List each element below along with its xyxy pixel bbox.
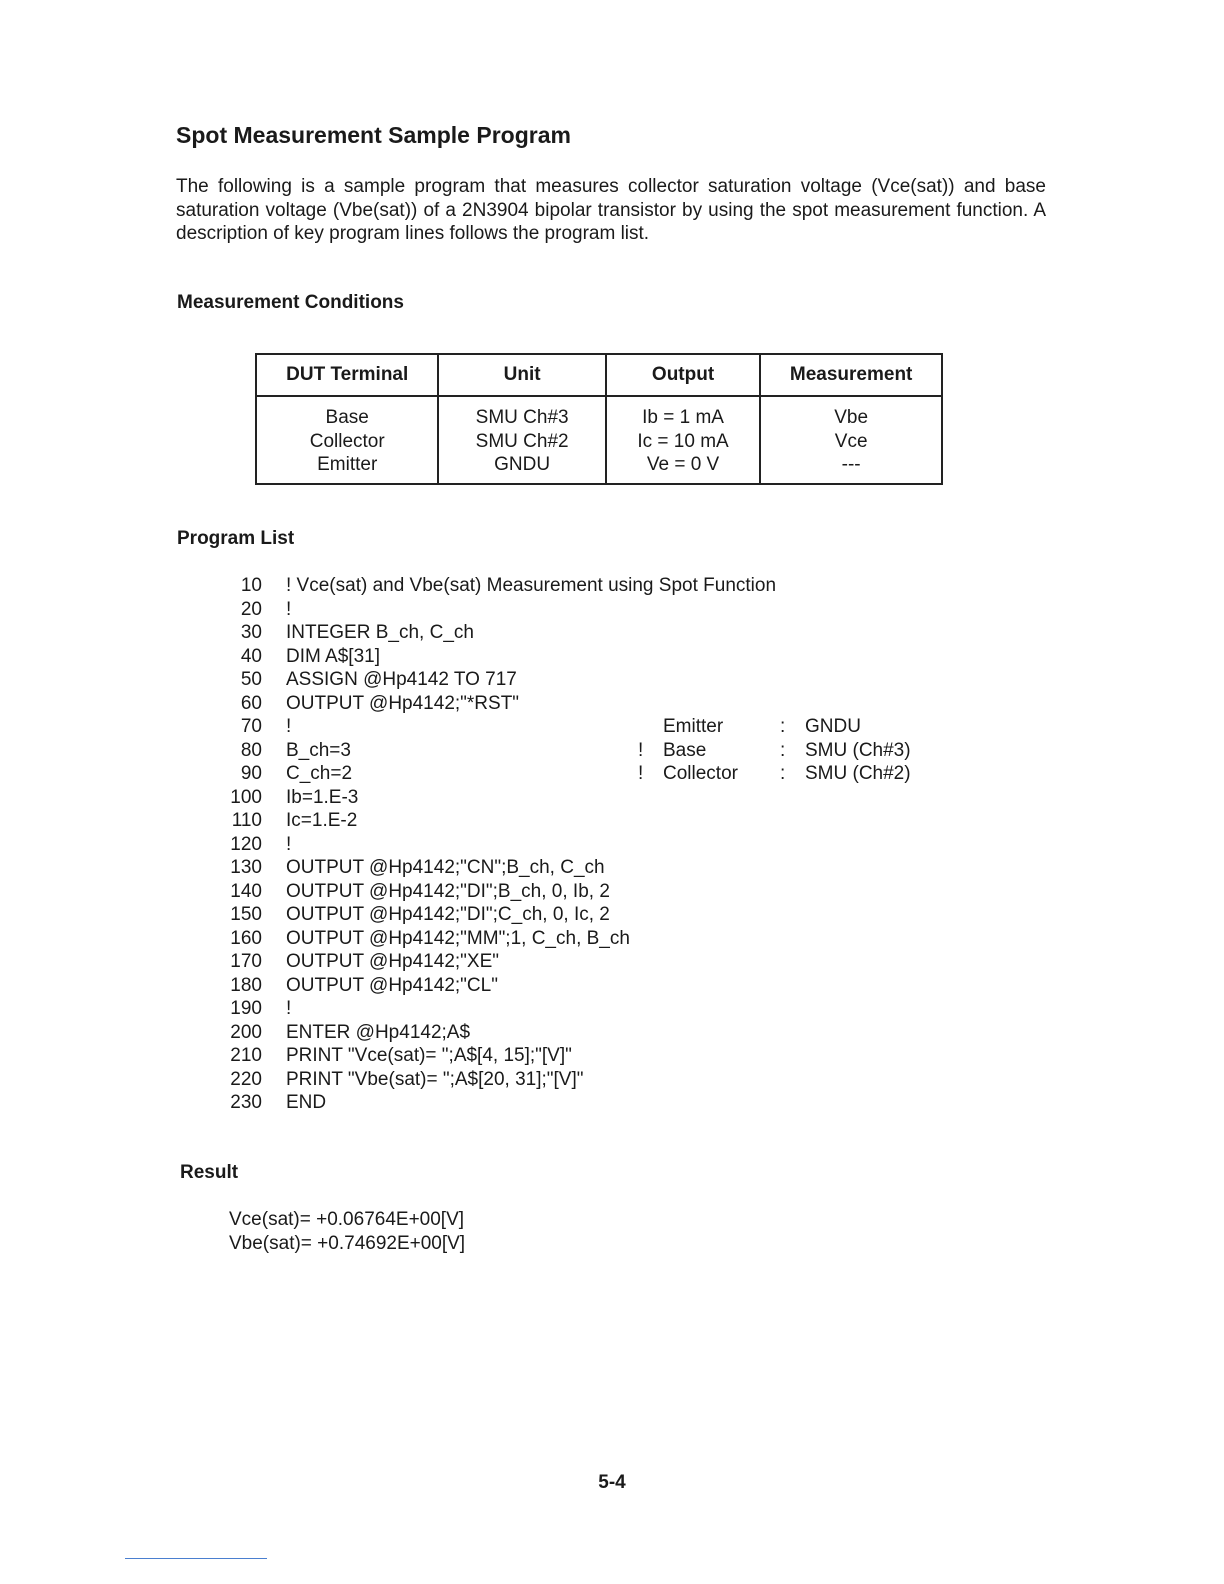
program-line-code: ! Vce(sat) and Vbe(sat) Measurement using Spot Function [286, 575, 777, 596]
program-line-code: ! [286, 998, 292, 1019]
program-line-code: ! [286, 598, 292, 620]
table-cell: Base [256, 396, 438, 430]
column-header: Measurement [760, 354, 942, 396]
program-line-num: 110 [231, 810, 262, 831]
program-line-num: 100 [230, 786, 262, 808]
program-line-num: 10 [240, 575, 262, 596]
measurement-conditions-table [255, 353, 943, 485]
program-line-code: OUTPUT @Hp4142;"CL" [286, 974, 498, 996]
program-line-num: 90 [240, 763, 262, 784]
program-line-colon: : [780, 739, 786, 761]
program-line-conn: GNDU [805, 716, 861, 737]
program-line-conn: SMU (Ch#3) [805, 739, 911, 761]
program-line-code: OUTPUT @Hp4142;"CN";B_ch, C_ch [286, 857, 605, 878]
program-line-num: 30 [240, 622, 262, 643]
program-line-colon: : [780, 763, 786, 784]
program-line-num: 70 [240, 716, 262, 737]
program-line-code: C_ch=2 [286, 763, 353, 784]
table-cell: Ib = 1 mA [606, 396, 760, 430]
table-row [256, 453, 942, 484]
program-line-num: 210 [230, 1045, 262, 1066]
program-line-code: OUTPUT @Hp4142;"*RST" [286, 692, 520, 714]
program-line-code: B_ch=3 [286, 739, 351, 761]
program-line-code: DIM A$[31] [286, 645, 380, 667]
program-line-num: 140 [230, 880, 262, 902]
table-cell: GNDU [438, 453, 605, 484]
program-line-code: Ic=1.E-2 [286, 810, 358, 831]
program-line-num: 200 [230, 1021, 262, 1043]
program-line-colon: : [780, 716, 786, 737]
footer-rule [125, 1558, 267, 1559]
program-line-num: 170 [230, 951, 262, 972]
result-output [229, 1208, 465, 1256]
table-cell: Ic = 10 mA [606, 430, 760, 454]
program-line-num: 230 [230, 1092, 262, 1113]
table-cell: SMU Ch#3 [438, 396, 605, 430]
program-line-code: ASSIGN @Hp4142 TO 717 [286, 669, 517, 690]
table-cell: Vce [760, 430, 942, 454]
program-line-code: OUTPUT @Hp4142;"DI";B_ch, 0, Ib, 2 [286, 880, 610, 902]
program-line-num: 120 [230, 833, 262, 855]
program-line-num: 80 [240, 739, 262, 761]
column-header: Output [606, 354, 760, 396]
table-header-row [256, 354, 942, 396]
intro-paragraph: The following is a sample program that measures collector saturation voltage (Vce(sat)) and base saturation voltage (Vbe(sat)) of a 2N3904 bipolar transistor by using the spot measurement function. A description of key program lines follows the program list. [176, 176, 1046, 244]
table-cell: --- [760, 453, 942, 484]
program-line-bang: ! [638, 739, 644, 761]
program-line-bang: ! [638, 763, 644, 784]
table-cell: Ve = 0 V [606, 453, 760, 484]
program-line-num: 130 [230, 857, 262, 878]
program-line-code: OUTPUT @Hp4142;"MM";1, C_ch, B_ch [286, 927, 630, 949]
program-line-code: OUTPUT @Hp4142;"DI";C_ch, 0, Ic, 2 [286, 904, 610, 925]
program-line-code: END [286, 1092, 327, 1113]
column-header: DUT Terminal [256, 354, 438, 396]
page-title: Spot Measurement Sample Program [176, 122, 571, 148]
result-line-vbe: Vbe(sat)= +0.74692E+00[V] [229, 1233, 466, 1254]
program-line-num: 40 [240, 645, 262, 667]
program-line-term: Collector [663, 763, 738, 784]
program-line-code: ! [286, 833, 292, 855]
program-line-num: 180 [230, 974, 262, 996]
program-line-num: 60 [240, 692, 262, 714]
program-line-term: Base [663, 739, 707, 761]
result-line-vce: Vce(sat)= +0.06764E+00[V] [229, 1209, 465, 1230]
table-cell: Collector [256, 430, 438, 454]
table-cell: Vbe [760, 396, 942, 430]
table-row [256, 430, 942, 454]
program-line-code: ! [286, 716, 292, 737]
program-line-code: PRINT "Vbe(sat)= ";A$[20, 31];"[V]" [286, 1068, 584, 1090]
program-line-code: PRINT "Vce(sat)= ";A$[4, 15];"[V]" [286, 1045, 572, 1066]
table-cell: SMU Ch#2 [438, 430, 605, 454]
table-row [256, 396, 942, 430]
program-line-num: 150 [230, 904, 262, 925]
program-line-num: 20 [240, 598, 262, 620]
table-cell: Emitter [256, 453, 438, 484]
program-line-num: 220 [230, 1068, 262, 1090]
program-line-conn: SMU (Ch#2) [805, 763, 911, 784]
measurement-conditions-heading: Measurement Conditions [177, 292, 404, 313]
table-body [256, 396, 942, 484]
program-line-code: ENTER @Hp4142;A$ [286, 1021, 471, 1043]
program-line-code: Ib=1.E-3 [286, 786, 359, 808]
program-line-term: Emitter [663, 716, 724, 737]
program-line-num: 190 [230, 998, 262, 1019]
program-line-num: 160 [230, 927, 262, 949]
program-line-code: OUTPUT @Hp4142;"XE" [286, 951, 499, 972]
result-heading: Result [180, 1162, 239, 1183]
page-number: 5-4 [598, 1472, 626, 1493]
program-list-heading: Program List [177, 528, 295, 549]
program-line-code: INTEGER B_ch, C_ch [286, 622, 474, 643]
program-line-num: 50 [240, 669, 262, 690]
column-header: Unit [438, 354, 605, 396]
